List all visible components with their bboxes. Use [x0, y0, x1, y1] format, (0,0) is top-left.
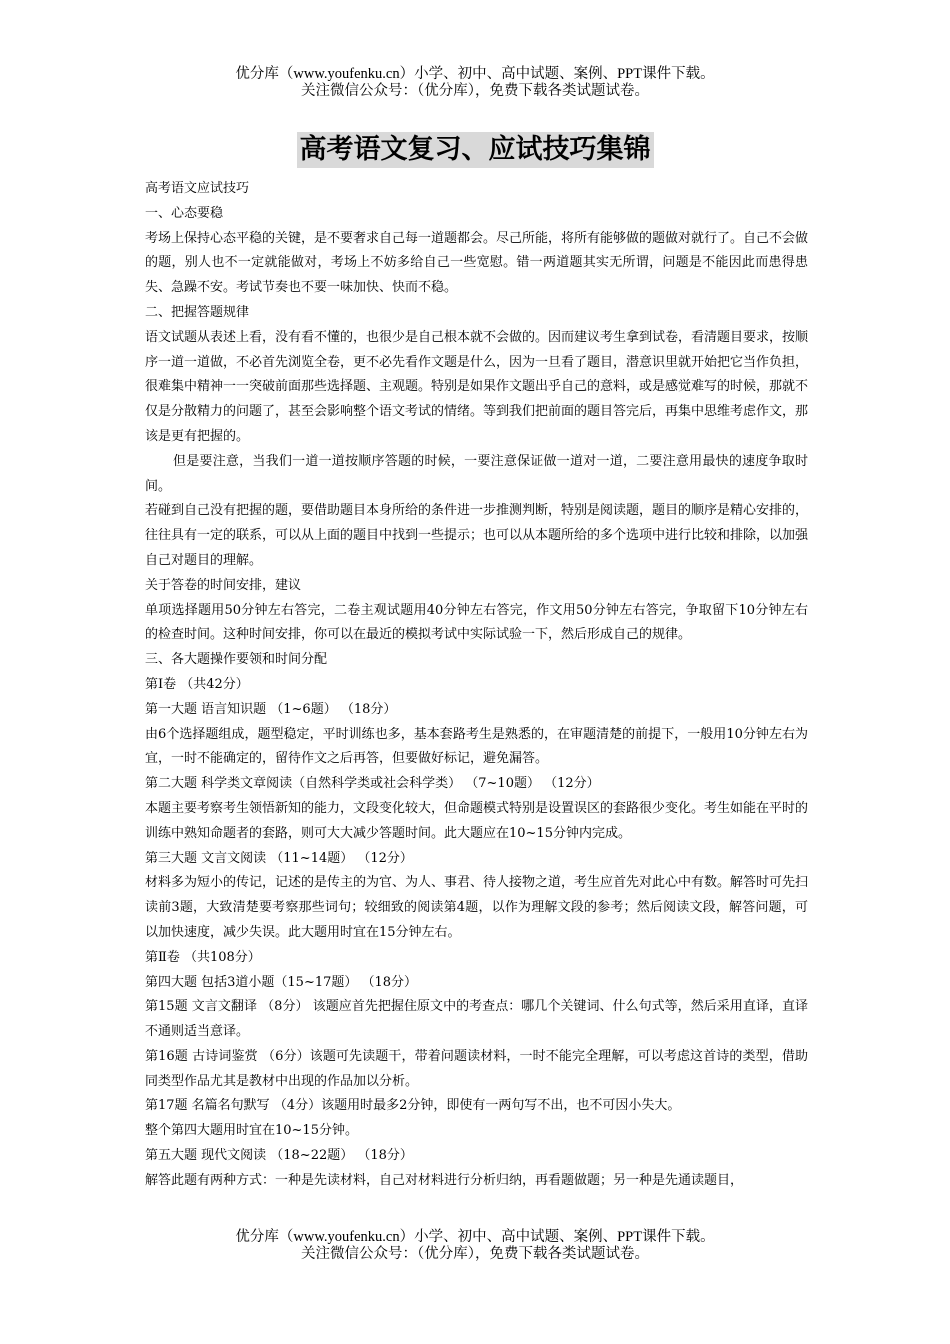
paragraph: 若碰到自己没有把握的题，要借助题目本身所给的条件进一步推测判断，特别是阅读题，题目的顺序是精心安排的，往往具有一定的联系，可以从上面的题目中找到一些提示；也可以从本题所给的多个选项中进行比较和排除，以加强自己对题目的理解。 — [145, 503, 809, 568]
paragraph: 但是要注意，当我们一道一道按顺序答题的时候，一要注意保证做一道对一道，二要注意用最快的速度争取时间。 — [145, 453, 808, 494]
page-footer — [0, 1229, 950, 1263]
section-heading: 一、心态要稳 — [145, 205, 224, 221]
paragraph: 第17题 名篇名句默写 （4分）该题用时最多2分钟，即使有一两句写不出，也不可因小失大。 — [145, 1098, 681, 1114]
section-heading: 二、把握答题规律 — [145, 304, 250, 320]
paragraph: 第16题 古诗词鉴赏 （6分）该题可先读题干，带着问题读材料，一时不能完全理解，可以考虑这首诗的类型，借助同类型作品尤其是教材中出现的作品加以分析。 — [145, 1048, 808, 1089]
paragraph: 高考语文应试技巧 — [145, 181, 250, 196]
header-line-2: 关注微信公众号：（优分库），免费下载各类试题试卷。 — [301, 83, 649, 99]
paragraph: 整个第四大题用时宜在10~15分钟。 — [145, 1123, 358, 1139]
paragraph: 单项选择题用50分钟左右答完，二卷主观试题用40分钟左右答完，作文用50分钟左右答完，争取留下10分钟左右的检查时间。这种时间安排，你可以在最近的模拟考试中实际试验一下，然后形成自己的规律。 — [145, 602, 808, 643]
paragraph: 由6个选择题组成，题型稳定，平时训练也多，基本套路考生是熟悉的，在审题清楚的前提下，一般用10分钟左右为宜，一时不能确定的，留待作文之后再答，但要做好标记，避免漏答。 — [145, 726, 808, 767]
paragraph: 本题主要考察考生领悟新知的能力，文段变化较大，但命题模式特别是设置误区的套路很少变化。考生如能在平时的训练中熟知命题者的套路，则可大大减少答题时间。此大题应在10~15分钟内完成。 — [145, 800, 809, 841]
footer-line-2: 关注微信公众号：（优分库），免费下载各类试题试卷。 — [301, 1246, 649, 1262]
section-heading: 三、各大题操作要领和时间分配 — [145, 652, 328, 668]
paragraph: 第一大题 语言知识题 （1~6题） （18分） — [145, 701, 397, 717]
paragraph: 解答此题有两种方式：一种是先读材料，自己对材料进行分析归纳，再看题做题；另一种是先通读题目， — [145, 1172, 744, 1188]
paragraph: 关于答卷的时间安排，建议 — [145, 577, 302, 593]
document-body — [145, 177, 808, 1194]
footer-line-1: 优分库（www.youfenku.cn）小学、初中、高中试题、案例、PPT课件下载。 — [235, 1229, 715, 1245]
page-header — [0, 66, 950, 100]
paragraph: 第四大题 包括3道小题（15~17题） （18分） — [145, 974, 418, 990]
header-line-1: 优分库（www.youfenku.cn）小学、初中、高中试题、案例、PPT课件下载。 — [235, 66, 715, 82]
paragraph: 第Ⅰ卷 （共42分） — [145, 676, 249, 692]
paragraph: 第15题 文言文翻译 （8分） 该题应首先把握住原文中的考查点：哪几个关键词、什么句式等，然后采用直译，直译不通则适当意译。 — [145, 999, 808, 1040]
paragraph: 语文试题从表述上看，没有看不懂的，也很少是自己根本就不会做的。因而建议考生拿到试卷，看清题目要求，按顺序一道一道做，不必首先浏览全卷，更不必先看作文题是什么，因为一旦看了题目，潜意识里就开始把它当作负担，很难集中精神一一突破前面那些选择题、主观题。特别是如果作文题出乎自己的意料，或是感觉难写的时候，那就不仅是分散精力的问题了，甚至会影响整个语文考试的情绪。等到我们把前面的题目答完后，再集中思维考虑作文，那该是更有把握的。 — [145, 329, 809, 444]
document-title: 高考语文复习、应试技巧集锦 — [297, 132, 654, 168]
paragraph: 考场上保持心态平稳的关键，是不要奢求自己每一道题都会。尽己所能，将所有能够做的题做对就行了。自己不会做的题，别人也不一定就能做对，考场上不妨多给自己一些宽慰。错一两道题其实无所谓，问题是不能因此而患得患失、急躁不安。考试节奏也不要一味加快、快而不稳。 — [145, 230, 809, 296]
title-wrap — [0, 132, 950, 168]
paragraph: 第五大题 现代文阅读 （18~22题） （18分） — [145, 1148, 413, 1164]
paragraph: 第二大题 科学类文章阅读（自然科学类或社会科学类） （7~10题） （12分） — [145, 776, 600, 792]
paragraph: 第三大题 文言文阅读 （11~14题） （12分） — [145, 850, 413, 866]
paragraph: 第Ⅱ卷 （共108分） — [145, 949, 261, 965]
paragraph: 材料多为短小的传记，记述的是传主的为官、为人、事君、待人接物之道，考生应首先对此心中有数。解答时可先扫读前3题，大致清楚要考察那些词句；较细致的阅读第4题，以作为理解文段的参考；然后阅读文段，解答问题，可以加快速度，减少失误。此大题用时宜在15分钟左右。 — [145, 875, 809, 940]
